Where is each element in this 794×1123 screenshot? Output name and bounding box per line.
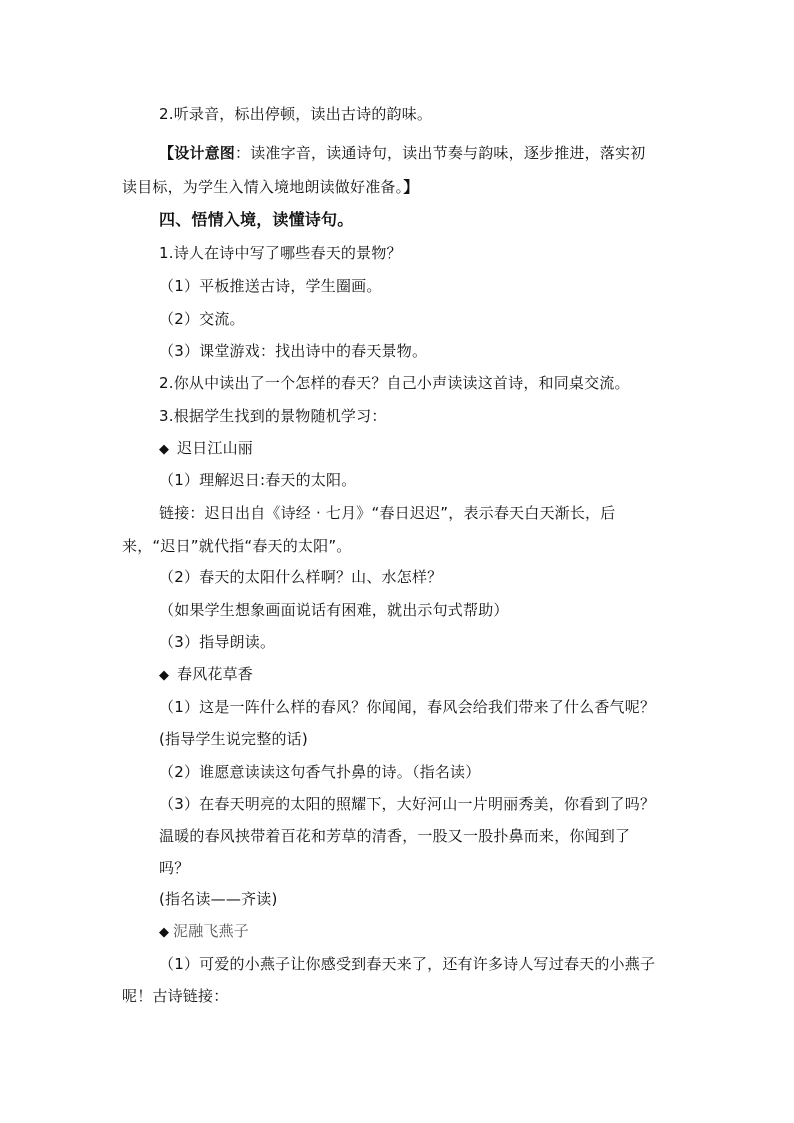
chunfeng-step-3-line-2: 温暖的春风挟带着百花和芳草的清香，一股又一股扑鼻而来，你闻到了 xyxy=(159,827,631,845)
chunfeng-reading-note: (指名读——齐读) xyxy=(159,890,278,908)
bullet-item-yanzi xyxy=(159,921,249,943)
bullet-item-label: 春风花草香 xyxy=(177,665,254,683)
chiri-step-2: （2）春天的太阳什么样啊？山、水怎样？ xyxy=(159,568,443,586)
chiri-step-1: （1）理解迟日:春天的太阳。 xyxy=(159,471,357,489)
yanzi-step-1-line-2: 呢！古诗链接： xyxy=(122,987,229,1005)
question-1: 1.诗人在诗中写了哪些春天的景物？ xyxy=(159,244,402,262)
design-intent-text-1: ：读准字音，读通诗句，读出节奏与韵味，逐步推进，落实初 xyxy=(235,144,646,162)
chunfeng-step-1-note: (指导学生说完整的话) xyxy=(159,730,308,748)
chunfeng-step-2: （2）谁愿意读读这句香气扑鼻的诗。（指名读） xyxy=(159,763,481,781)
bullet-item-chiri xyxy=(159,438,253,460)
chunfeng-step-3-line-3: 吗？ xyxy=(159,859,190,877)
question-2: 2.你从中读出了一个怎样的春天？自己小声读读这首诗，和同桌交流。 xyxy=(159,374,630,392)
bullet-item-chunfeng xyxy=(159,664,253,686)
design-intent-label: 【设计意图 xyxy=(159,144,236,162)
yanzi-step-1-line-1: （1）可爱的小燕子让你感受到春天来了，还有许多诗人写过春天的小燕子 xyxy=(159,955,656,973)
section-heading: 四、悟情入境，读懂诗句。 xyxy=(159,210,354,229)
step-listen-recording: 2.听录音，标出停顿，读出古诗的韵味。 xyxy=(159,105,433,123)
design-intent-line-2 xyxy=(122,177,419,197)
design-intent-close: 】 xyxy=(403,178,419,196)
diamond-bullet-icon: ◆ xyxy=(159,442,170,457)
diamond-bullet-icon: ◆ xyxy=(159,668,170,683)
chiri-step-3: （3）指导朗读。 xyxy=(159,633,276,651)
chiri-link-line-1: 链接：迟日出自《诗经 · 七月》“春日迟迟”，表示春天白天渐长，后 xyxy=(159,504,616,522)
question-1-step-1: （1）平板推送古诗，学生圈画。 xyxy=(159,277,382,295)
design-intent-text-2: 读目标，为学生入情入境地朗读做好准备。 xyxy=(122,178,404,196)
chiri-link-line-2: 来，“迟日”就代指“春天的太阳”。 xyxy=(122,537,352,555)
design-intent-line-1 xyxy=(159,143,645,163)
question-1-step-2: （2）交流。 xyxy=(159,310,245,328)
bullet-item-label: 迟日江山丽 xyxy=(177,439,254,457)
chiri-step-2-note: （如果学生想象画面说话有困难，就出示句式帮助） xyxy=(159,601,509,619)
chunfeng-step-3-line-1: （3）在春天明亮的太阳的照耀下，大好河山一片明丽秀美，你看到了吗？ xyxy=(159,795,656,813)
question-1-step-3: （3）课堂游戏：找出诗中的春天景物。 xyxy=(159,342,428,360)
bullet-item-label: 泥融飞燕子 xyxy=(173,922,250,940)
chunfeng-step-1: （1）这是一阵什么样的春风？你闻闻，春风会给我们带来了什么香气呢？ xyxy=(159,698,656,716)
question-3: 3.根据学生找到的景物随机学习： xyxy=(159,407,387,425)
diamond-bullet-icon: ◆ xyxy=(159,925,170,940)
